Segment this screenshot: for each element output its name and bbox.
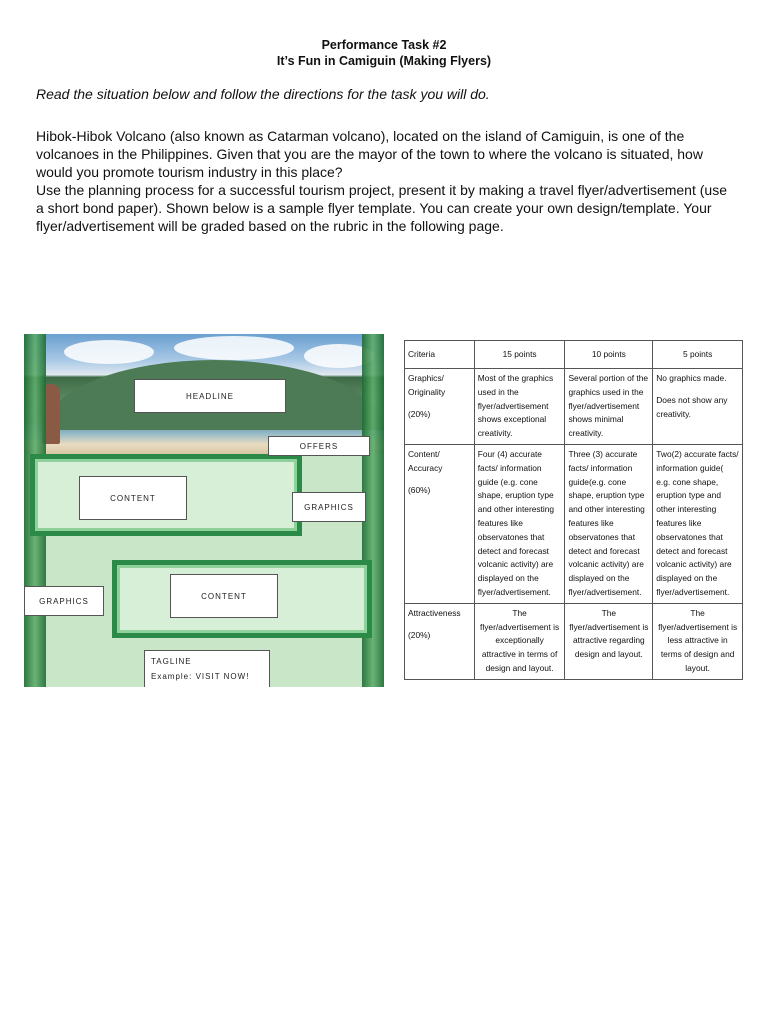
grading-rubric-table <box>404 340 743 680</box>
page-subtitle: It’s Fun in Camiguin (Making Flyers) <box>276 54 492 68</box>
criterion-name: Attractiveness <box>408 607 461 618</box>
cell-10-points: Several portion of the graphics used in the flyer/advertisement shows minimal creativity. <box>565 369 653 445</box>
cell-10-points: The flyer/advertisement is attractive regarding design and layout. <box>565 603 653 679</box>
headline-box: HEADLINE <box>134 379 286 413</box>
situation-paragraph-1: Hibok-Hibok Volcano (also known as Catarman volcano), located on the island of Camiguin, is one of the volcanoes in the Philippines. Given that you are the mayor of the town to where the volcano is situated, how would you promote tourism industry in this place? <box>36 128 703 180</box>
document-header <box>0 37 768 69</box>
cell-5-points: The flyer/advertisement is less attractive in terms of design and layout. <box>653 603 743 679</box>
criterion-cell <box>405 369 475 445</box>
cell-15-points: Most of the graphics used in the flyer/advertisement shows exceptional creativity. <box>474 369 565 445</box>
content-box-1: CONTENT <box>79 476 187 520</box>
criterion-name: Graphics/ Originality <box>408 373 446 397</box>
graphics-box-2: GRAPHICS <box>24 586 104 616</box>
instructions-text: Read the situation below and follow the directions for the task you will do. <box>36 86 490 102</box>
cell-15-points: The flyer/advertisement is exceptionally attractive in terms of design and layout. <box>474 603 565 679</box>
sample-flyer-template <box>24 334 384 687</box>
criterion-cell <box>405 603 475 679</box>
cell-5-points-line-1: No graphics made. <box>656 373 727 383</box>
rubric-row-attractiveness <box>405 603 743 679</box>
cell-15-points: Four (4) accurate facts/ information guide (e.g. cone shape, eruption type and other interesting features like observatones that detect and forecast volcanic activity) are displayed on the flyer/advertisement. <box>474 444 565 603</box>
tagline-box <box>144 650 270 687</box>
cloud-shape <box>174 336 294 360</box>
criterion-cell <box>405 444 475 603</box>
tagline-example: Example: VISIT NOW! <box>151 672 250 681</box>
rubric-row-graphics <box>405 369 743 445</box>
header-10-points: 10 points <box>565 341 653 369</box>
content-box-2: CONTENT <box>170 574 278 618</box>
header-criteria: Criteria <box>405 341 475 369</box>
rubric-row-content <box>405 444 743 603</box>
offers-box: OFFERS <box>268 436 370 456</box>
cloud-shape <box>64 340 154 364</box>
criterion-weight: (60%) <box>408 484 431 495</box>
rubric-header-row <box>405 341 743 369</box>
cell-10-points: Three (3) accurate facts/ information guide(e.g. cone shape, eruption type and other interesting features like observatones that detect and forecast volcanic activity) are displayed on the flyer/advertisement. <box>565 444 653 603</box>
tagline-label: TAGLINE <box>151 657 192 666</box>
header-5-points: 5 points <box>653 341 743 369</box>
header-15-points: 15 points <box>474 341 565 369</box>
page-title: Performance Task #2 <box>321 38 447 52</box>
cell-5-points-line-2: Does not show any creativity. <box>656 394 728 419</box>
criterion-weight: (20%) <box>408 629 431 640</box>
situation-paragraph-2: Use the planning process for a successful tourism project, present it by making a travel flyer/advertisement (use a short bond paper). Shown below is a sample flyer template. You can create your own design/template. Your flyer/advertisement will be graded based on the rubric in the following page. <box>36 182 727 234</box>
cell-5-points: Two(2) accurate facts/ information guide( e.g. cone shape, eruption type and other interesting features like observatones that detect and forecast volcanic activity) are displayed on the flyer/advertisement. <box>653 444 743 603</box>
criterion-name: Content/ Accuracy <box>408 448 443 473</box>
situation-text <box>36 127 736 235</box>
graphics-box-1: GRAPHICS <box>292 492 366 522</box>
criterion-weight: (20%) <box>408 408 431 419</box>
cell-5-points <box>653 369 743 445</box>
